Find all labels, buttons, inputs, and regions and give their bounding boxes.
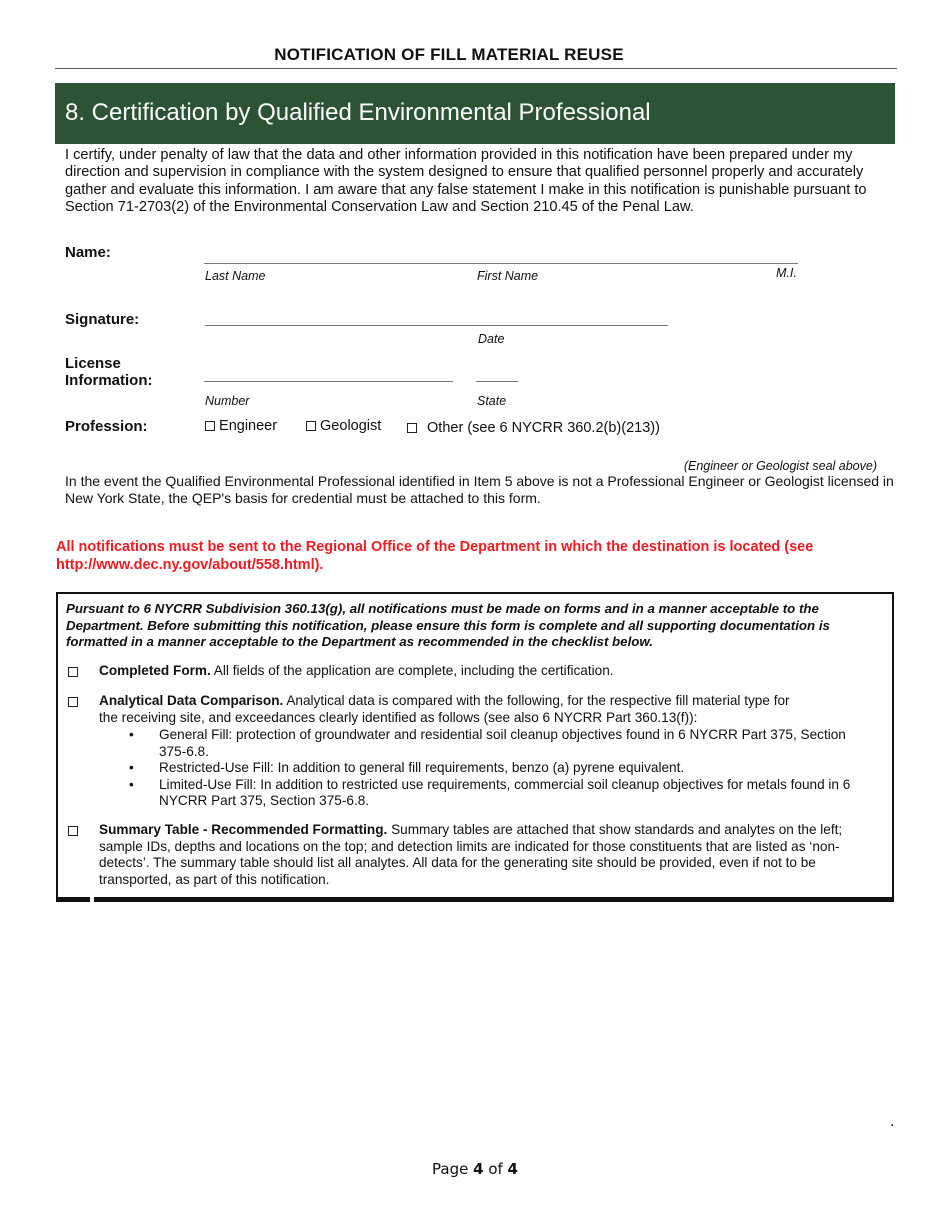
checklist-box-bottom-rule <box>56 897 894 901</box>
completed-form-checkbox[interactable] <box>68 667 78 677</box>
license-label-line1: License <box>65 355 121 372</box>
analytical-data-checkbox[interactable] <box>68 697 78 707</box>
geologist-checkbox[interactable] <box>306 421 316 431</box>
name-label: Name: <box>65 244 111 261</box>
completed-form-title: Completed Form. <box>99 663 211 678</box>
engineer-checkbox[interactable] <box>205 421 215 431</box>
checklist-box-gap <box>90 896 94 902</box>
document-title: NOTIFICATION OF FILL MATERIAL REUSE <box>274 45 624 64</box>
page-number <box>0 1160 950 1178</box>
other-option[interactable] <box>407 420 660 436</box>
license-state-field[interactable] <box>476 381 518 382</box>
last-name-caption: Last Name <box>205 269 266 283</box>
engineer-label: Engineer <box>219 418 278 434</box>
analytical-bullets <box>99 727 874 810</box>
checklist-item-analytical-data <box>99 693 799 726</box>
page-prefix: Page <box>432 1160 474 1178</box>
profession-label: Profession: <box>65 418 148 435</box>
number-caption: Number <box>205 394 250 408</box>
page-of: of <box>483 1160 508 1178</box>
geologist-label: Geologist <box>320 418 382 434</box>
geologist-option[interactable] <box>306 418 381 434</box>
date-caption: Date <box>478 332 505 346</box>
summary-table-text: Summary tables are attached that show standards and analytes on the left; sample IDs, depths and locations on the top; and detection limits are indicated for those constituents that are listed as ‘non-detects’. The summary table should list all analytes. All data for the generating site should be provided, even if not to be transported, as part of this notification. <box>99 822 843 887</box>
certification-statement: I certify, under penalty of law that the data and other information provided in this notification have been prepared under my direction and supervision in compliance with the system designed to ensure that qualified personnel properly and accurately gather and evaluate this information. I am aware that any false statement I make in this notification is punishable pursuant to Section 71-2703(2) of the Environmental Conservation Law and Section 210.45 of the Penal Law. <box>65 147 867 215</box>
first-name-caption: First Name <box>477 269 539 283</box>
completed-form-text: All fields of the application are complete, including the certification. <box>210 663 614 678</box>
page-current: 4 <box>473 1160 484 1178</box>
checklist-intro: Pursuant to 6 NYCRR Subdivision 360.13(g), all notifications must be made on forms and in a manner acceptable to the Department. Before submitting this notification, please ensure this form is complete and all supporting documentation is formatted in a manner acceptable to the Department as recommended in the checklist below. <box>66 601 830 650</box>
bullet-restricted-use-fill: • Restricted-Use Fill: In addition to general fill requirements, benzo (a) pyrene equivalent. <box>99 760 874 777</box>
state-caption: State <box>477 394 507 408</box>
section-banner <box>55 83 895 144</box>
checklist-item-summary-table <box>99 822 874 888</box>
title-divider <box>55 68 897 69</box>
regional-office-notice: All notifications must be sent to the Regional Office of the Department in which the destination is located (see http://www.dec.ny.gov/about/558.html). <box>56 539 814 573</box>
analytical-data-title: Analytical Data Comparison. <box>99 693 284 708</box>
license-label-line2: Information: <box>65 372 153 389</box>
page-total: 4 <box>507 1160 518 1178</box>
summary-table-title: Summary Table - Recommended Formatting. <box>99 822 388 837</box>
other-checkbox[interactable] <box>407 423 417 433</box>
license-number-field[interactable] <box>204 381 453 382</box>
section-title: 8. Certification by Qualified Environmental Professional <box>65 99 651 126</box>
other-label: Other (see 6 NYCRR 360.2(b)(213)) <box>427 420 660 436</box>
engineer-option[interactable] <box>205 418 277 434</box>
middle-initial-caption: M.I. <box>776 266 797 280</box>
seal-note: (Engineer or Geologist seal above) <box>683 459 877 473</box>
signature-field[interactable] <box>205 325 668 326</box>
bullet-general-fill: • General Fill: protection of groundwater and residential soil cleanup objectives found in 6 NYCRR Part 375, Section 375-6.8. <box>99 727 874 760</box>
qep-credential-note: In the event the Qualified Environmental Professional identified in Item 5 above is not a Professional Engineer or Geologist licensed in New York State, the QEP's basis for credential must be attached to this form. <box>65 473 894 506</box>
summary-table-checkbox[interactable] <box>68 826 78 836</box>
name-field[interactable] <box>204 263 798 264</box>
checklist-item-completed-form <box>99 663 874 680</box>
signature-label: Signature: <box>65 311 140 328</box>
analytical-data-text: Analytical data is compared with the following, for the respective fill material type for the receiving site, and exceedances clearly identified as follows (see also 6 NYCRR Part 360.13(f)): <box>99 693 790 725</box>
stray-dot: . <box>890 1113 895 1130</box>
bullet-limited-use-fill: • Limited-Use Fill: In addition to restricted use requirements, commercial soil cleanup objectives for metals found in 6 NYCRR Part 375, Section 375-6.8. <box>99 777 874 810</box>
